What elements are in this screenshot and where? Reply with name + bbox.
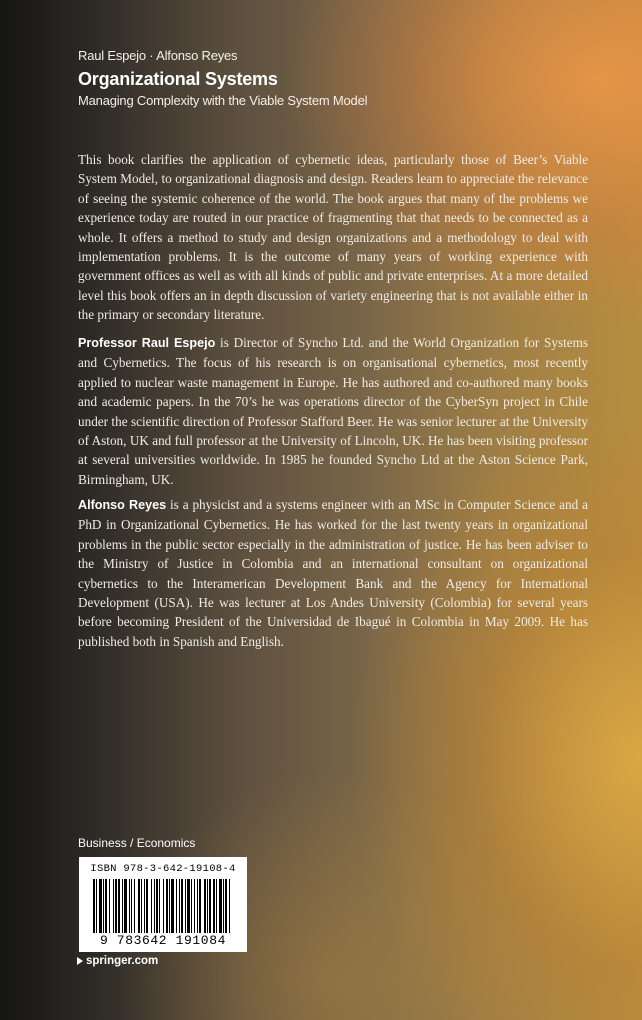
author-name-espejo: Professor Raul Espejo <box>78 336 216 350</box>
barcode-bar <box>181 879 183 933</box>
isbn-barcode <box>79 857 247 952</box>
barcode-bar <box>197 879 198 933</box>
barcode-bar <box>99 879 102 933</box>
barcode-bar <box>216 879 217 933</box>
barcode-bar <box>163 879 164 933</box>
arrow-right-icon <box>77 957 83 965</box>
barcode-bar <box>96 879 97 933</box>
barcode-bar <box>229 879 230 933</box>
barcode-bar <box>187 879 190 933</box>
barcode-bar <box>219 879 222 933</box>
barcode-bar <box>151 879 152 933</box>
isbn-label: ISBN 978-3-642-19108-4 <box>90 863 236 875</box>
book-subtitle: Managing Complexity with the Viable System Model <box>78 93 368 108</box>
author-name-reyes: Alfonso Reyes <box>78 498 167 512</box>
barcode-bar <box>113 879 114 933</box>
barcode-bar <box>191 879 192 933</box>
author-bio-text-reyes: is a physicist and a systems engineer with an MSc in Computer Science and a PhD in Organizational Cybernetics. He has worked for the last twenty years in organizational problems in the public sector especially in the administration of justice. He has been adviser to the Ministry of Justice in Colombia and an international consultant on organizational cybernetics to the Interamerican Development Bank and the Agency for International Development (USA). He was lecturer at Los Andes University (Colombia) for several years before becoming President of the Universidad de Ibagué in Colombia in May 2009. He has published both in Spanish and English. <box>78 497 588 649</box>
barcode-bar <box>176 879 177 933</box>
publisher-link[interactable] <box>77 955 158 967</box>
barcode-bar <box>141 879 142 933</box>
book-title: Organizational Systems <box>78 69 278 89</box>
barcode-bar <box>209 879 211 933</box>
barcode-bar <box>109 879 110 933</box>
barcode-bar <box>118 879 120 933</box>
barcode-bar <box>166 879 168 933</box>
barcode-bar <box>144 879 145 933</box>
barcode-bar <box>169 879 170 933</box>
barcode-bar <box>207 879 208 933</box>
barcode-bar <box>223 879 224 933</box>
cover-header <box>78 47 598 110</box>
barcode-bar <box>124 879 127 933</box>
authors: Raul Espejo · Alfonso Reyes <box>78 48 238 63</box>
barcode-bar <box>122 879 123 933</box>
subject-category: Business / Economics <box>78 836 196 850</box>
barcode-bar <box>179 879 180 933</box>
author-bio-text-espejo: is Director of Syncho Ltd. and the World Organization for Systems and Cybernetics. The focus of his research is on organisational cybernetics, most recently applied to nuclear waste management in Europe. He has authored and co-authored many books and academic papers. In the 70’s he was operations director of the CyberSyn project in Chile under the scientific direction of Professor Stafford Beer. He was senior lecturer at the University of Aston, UK and full professor at the University of Lincoln, UK. He has been visiting professor at several universities worldwide. In 1985 he founded Syncho Ltd at the Aston Science Park, Birmingham, UK. <box>78 335 588 487</box>
barcode-bar <box>225 879 227 933</box>
barcode-bar <box>213 879 215 933</box>
barcode-bar <box>154 879 155 933</box>
barcode-bar <box>105 879 107 933</box>
barcode-bar <box>156 879 158 933</box>
barcode-bar <box>103 879 104 933</box>
barcode-bar <box>159 879 160 933</box>
barcode-bar <box>138 879 140 933</box>
barcode-bar <box>185 879 186 933</box>
barcode-digits: 9 783642 191084 <box>99 933 227 948</box>
barcode-bar <box>131 879 132 933</box>
barcode-bar <box>199 879 201 933</box>
barcode-bar <box>171 879 174 933</box>
author-bio-espejo <box>78 333 588 489</box>
barcode-bar <box>204 879 206 933</box>
barcode-bars <box>93 879 233 933</box>
author-bio-reyes <box>78 495 588 651</box>
book-description: This book clarifies the application of cybernetic ideas, particularly those of Beer’s Viable System Model, to organizational diagnosis and design. Readers learn to appreciate the relevance of seeing the systemic coherence of the world. The book argues that many of the problems we experience today are routed in our practice of fragmenting that that needs to be connected as a whole. It offers a method to study and design organizations and a methodology to deal with implementation problems. It is the outcome of many years of working experience with government offices as well as with all kinds of public and private enterprises. At a more detailed level this book offers an in depth discussion of variety engineering that is not available either in the primary or secondary literature. <box>78 152 588 323</box>
publisher-url: springer.com <box>86 955 159 967</box>
barcode-bar <box>194 879 195 933</box>
barcode-bar <box>129 879 130 933</box>
barcode-bar <box>115 879 117 933</box>
barcode-bar <box>134 879 135 933</box>
barcode-bar <box>146 879 148 933</box>
barcode-bar <box>93 879 95 933</box>
